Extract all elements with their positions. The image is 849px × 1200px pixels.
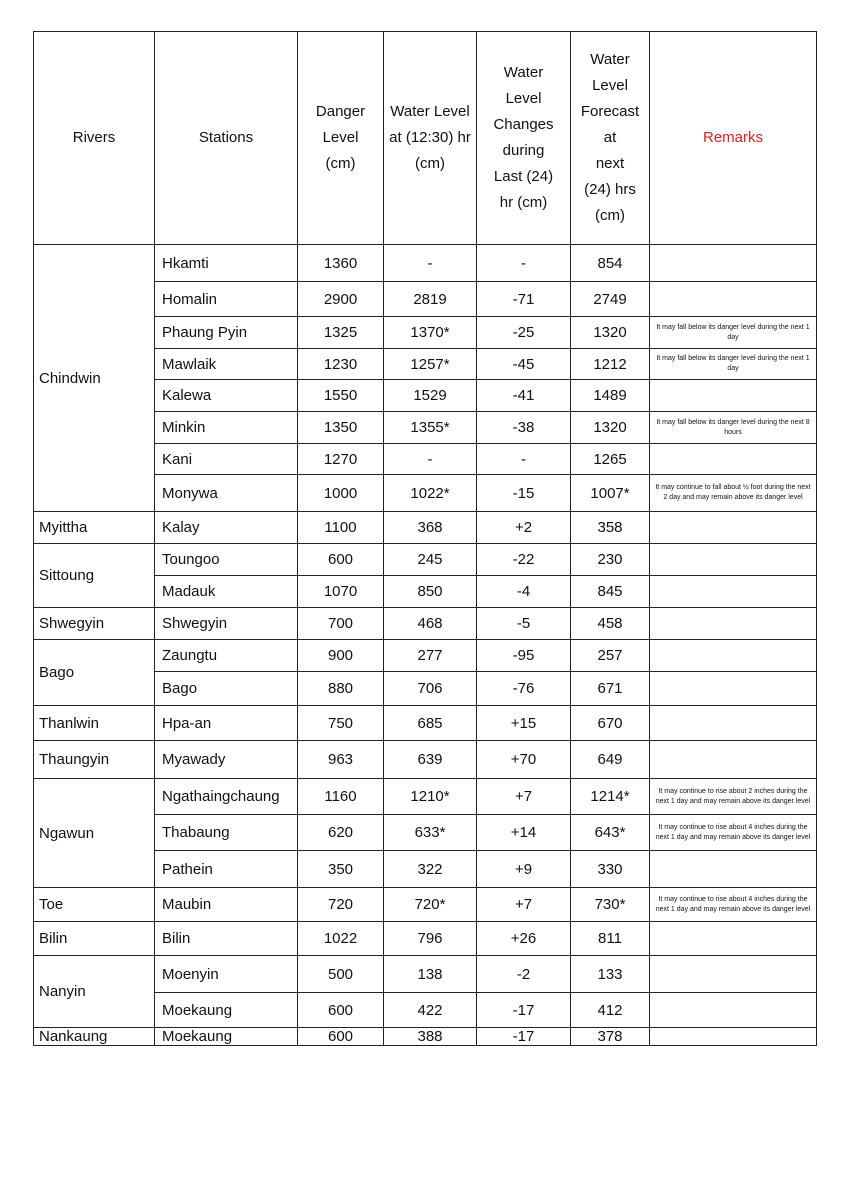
river-cell: Bilin bbox=[34, 922, 155, 956]
level-change-cell: +70 bbox=[477, 741, 571, 779]
forecast-cell: 649 bbox=[571, 741, 650, 779]
danger-level-cell: 750 bbox=[298, 706, 384, 741]
danger-level-cell: 600 bbox=[298, 1028, 384, 1046]
station-cell: Minkin bbox=[155, 412, 298, 444]
remark-cell bbox=[650, 608, 817, 640]
remark-cell bbox=[650, 956, 817, 993]
water-level-table bbox=[33, 31, 817, 1046]
level-change-cell: -38 bbox=[477, 412, 571, 444]
water-level-header bbox=[384, 32, 477, 245]
danger-level-cell: 1550 bbox=[298, 380, 384, 412]
rivers-header-text: Rivers bbox=[72, 129, 116, 146]
water-level-cell: 720* bbox=[384, 888, 477, 922]
danger-level-cell: 700 bbox=[298, 608, 384, 640]
table-row bbox=[34, 245, 817, 282]
water-level-cell: 685 bbox=[384, 706, 477, 741]
level-change-cell: -5 bbox=[477, 608, 571, 640]
water-level-cell: 639 bbox=[384, 741, 477, 779]
forecast-cell: 1007* bbox=[571, 475, 650, 512]
station-cell: Kalay bbox=[155, 512, 298, 544]
level-change-cell: -4 bbox=[477, 576, 571, 608]
danger-level-cell: 1270 bbox=[298, 444, 384, 475]
danger-level-cell: 2900 bbox=[298, 282, 384, 317]
remark-cell bbox=[650, 576, 817, 608]
level-change-cell: -25 bbox=[477, 317, 571, 349]
forecast-cell: 133 bbox=[571, 956, 650, 993]
water-level-cell: - bbox=[384, 444, 477, 475]
danger-level-cell: 600 bbox=[298, 993, 384, 1028]
station-cell: Thabaung bbox=[155, 815, 298, 851]
forecast-header-line: next bbox=[595, 155, 625, 172]
station-cell: Pathein bbox=[155, 851, 298, 888]
forecast-cell: 1212 bbox=[571, 349, 650, 380]
river-cell: Sittoung bbox=[34, 544, 155, 608]
forecast-cell: 257 bbox=[571, 640, 650, 672]
forecast-header-line: Water bbox=[590, 51, 630, 68]
changes-header-line: Changes bbox=[493, 116, 554, 133]
river-cell: Toe bbox=[34, 888, 155, 922]
danger-level-cell: 880 bbox=[298, 672, 384, 706]
forecast-cell: 330 bbox=[571, 851, 650, 888]
station-cell: Zaungtu bbox=[155, 640, 298, 672]
danger-level-cell: 1100 bbox=[298, 512, 384, 544]
forecast-header-line: at bbox=[603, 129, 617, 146]
water-level-cell: 1257* bbox=[384, 349, 477, 380]
station-cell: Mawlaik bbox=[155, 349, 298, 380]
water-level-cell: - bbox=[384, 245, 477, 282]
level-change-cell: -17 bbox=[477, 993, 571, 1028]
station-cell: Moenyin bbox=[155, 956, 298, 993]
station-cell: Hpa-an bbox=[155, 706, 298, 741]
forecast-header bbox=[571, 32, 650, 245]
level-change-cell: +7 bbox=[477, 888, 571, 922]
water-level-cell: 368 bbox=[384, 512, 477, 544]
station-cell: Hkamti bbox=[155, 245, 298, 282]
table-row bbox=[34, 640, 817, 672]
changes-header-line: Level bbox=[505, 90, 542, 107]
water-level-cell: 796 bbox=[384, 922, 477, 956]
danger-level-cell: 1022 bbox=[298, 922, 384, 956]
remark-cell: It may continue to fall about ½ foot during the next 2 day and may remain above its danger level bbox=[650, 475, 817, 512]
forecast-cell: 811 bbox=[571, 922, 650, 956]
danger-level-cell: 1325 bbox=[298, 317, 384, 349]
forecast-header-line: Level bbox=[592, 77, 628, 94]
level-change-cell: +26 bbox=[477, 922, 571, 956]
water-level-cell: 1529 bbox=[384, 380, 477, 412]
station-cell: Madauk bbox=[155, 576, 298, 608]
level-change-cell: -2 bbox=[477, 956, 571, 993]
forecast-cell: 730* bbox=[571, 888, 650, 922]
remark-cell bbox=[650, 380, 817, 412]
forecast-cell: 643* bbox=[571, 815, 650, 851]
station-cell: Shwegyin bbox=[155, 608, 298, 640]
remark-cell bbox=[650, 1028, 817, 1046]
level-change-cell: +15 bbox=[477, 706, 571, 741]
level-change-cell: -45 bbox=[477, 349, 571, 380]
remark-cell bbox=[650, 245, 817, 282]
table-row bbox=[34, 544, 817, 576]
remark-cell bbox=[650, 922, 817, 956]
danger-level-cell: 1070 bbox=[298, 576, 384, 608]
level-change-cell: -17 bbox=[477, 1028, 571, 1046]
forecast-header-line: (cm) bbox=[595, 207, 625, 224]
forecast-cell: 1320 bbox=[571, 412, 650, 444]
water-level-cell: 388 bbox=[384, 1028, 477, 1046]
remark-cell: It may continue to rise about 4 inches during the next 1 day and may remain above its danger level bbox=[650, 815, 817, 851]
forecast-cell: 1214* bbox=[571, 779, 650, 815]
station-cell: Kani bbox=[155, 444, 298, 475]
danger-level-cell: 1160 bbox=[298, 779, 384, 815]
remark-cell: It may continue to rise about 2 inches during the next 1 day and may remain above its danger level bbox=[650, 779, 817, 815]
forecast-cell: 670 bbox=[571, 706, 650, 741]
header-row bbox=[34, 32, 817, 245]
forecast-cell: 2749 bbox=[571, 282, 650, 317]
rivers-header bbox=[34, 32, 155, 245]
water-level-cell: 322 bbox=[384, 851, 477, 888]
remark-cell bbox=[650, 851, 817, 888]
danger-level-cell: 600 bbox=[298, 544, 384, 576]
river-cell: Nanyin bbox=[34, 956, 155, 1028]
danger-level-cell: 350 bbox=[298, 851, 384, 888]
station-cell: Homalin bbox=[155, 282, 298, 317]
station-cell: Maubin bbox=[155, 888, 298, 922]
river-cell: Thanlwin bbox=[34, 706, 155, 741]
river-cell: Myittha bbox=[34, 512, 155, 544]
forecast-cell: 378 bbox=[571, 1028, 650, 1046]
level-change-cell: -76 bbox=[477, 672, 571, 706]
level-change-cell: - bbox=[477, 444, 571, 475]
river-cell: Ngawun bbox=[34, 779, 155, 888]
table-row bbox=[34, 608, 817, 640]
level-change-cell: +7 bbox=[477, 779, 571, 815]
station-cell: Toungoo bbox=[155, 544, 298, 576]
forecast-header-line: Forecast bbox=[580, 103, 640, 120]
forecast-cell: 854 bbox=[571, 245, 650, 282]
remark-cell bbox=[650, 444, 817, 475]
remark-cell bbox=[650, 672, 817, 706]
station-cell: Myawady bbox=[155, 741, 298, 779]
stations-header-text: Stations bbox=[198, 129, 254, 146]
station-cell: Moekaung bbox=[155, 1028, 298, 1046]
danger-level-cell: 963 bbox=[298, 741, 384, 779]
changes-header-line: hr (cm) bbox=[499, 194, 548, 211]
water-level-cell: 138 bbox=[384, 956, 477, 993]
danger-level-cell: 720 bbox=[298, 888, 384, 922]
remark-cell bbox=[650, 993, 817, 1028]
water-level-cell: 1022* bbox=[384, 475, 477, 512]
remark-cell bbox=[650, 706, 817, 741]
forecast-cell: 1265 bbox=[571, 444, 650, 475]
forecast-cell: 1489 bbox=[571, 380, 650, 412]
danger-level-header-line: (cm) bbox=[325, 155, 356, 172]
table-row bbox=[34, 956, 817, 993]
water-level-cell: 633* bbox=[384, 815, 477, 851]
danger-level-header bbox=[298, 32, 384, 245]
stations-header bbox=[155, 32, 298, 245]
table-row bbox=[34, 741, 817, 779]
water-level-cell: 422 bbox=[384, 993, 477, 1028]
level-change-cell: +2 bbox=[477, 512, 571, 544]
water-level-cell: 1355* bbox=[384, 412, 477, 444]
danger-level-header-line: Level bbox=[322, 129, 359, 146]
level-change-cell: -15 bbox=[477, 475, 571, 512]
danger-level-cell: 900 bbox=[298, 640, 384, 672]
station-cell: Bago bbox=[155, 672, 298, 706]
changes-header-line: Last (24) bbox=[493, 168, 554, 185]
remark-cell: It may fall below its danger level during the next 1 day bbox=[650, 317, 817, 349]
station-cell: Phaung Pyin bbox=[155, 317, 298, 349]
remark-cell bbox=[650, 741, 817, 779]
water-level-cell: 1370* bbox=[384, 317, 477, 349]
level-change-cell: - bbox=[477, 245, 571, 282]
level-change-cell: -41 bbox=[477, 380, 571, 412]
table-row bbox=[34, 779, 817, 815]
forecast-cell: 671 bbox=[571, 672, 650, 706]
changes-header-line: during bbox=[502, 142, 545, 159]
danger-level-cell: 1360 bbox=[298, 245, 384, 282]
forecast-cell: 358 bbox=[571, 512, 650, 544]
forecast-cell: 412 bbox=[571, 993, 650, 1028]
forecast-cell: 845 bbox=[571, 576, 650, 608]
remark-cell: It may fall below its danger level during the next 1 day bbox=[650, 349, 817, 380]
table-row bbox=[34, 706, 817, 741]
level-change-cell: +14 bbox=[477, 815, 571, 851]
water-level-cell: 468 bbox=[384, 608, 477, 640]
remarks-header bbox=[650, 32, 817, 245]
remarks-header-text: Remarks bbox=[702, 129, 763, 146]
danger-level-cell: 1000 bbox=[298, 475, 384, 512]
remark-cell bbox=[650, 282, 817, 317]
water-level-cell: 1210* bbox=[384, 779, 477, 815]
changes-header-line: Water bbox=[503, 64, 544, 81]
level-change-cell: -71 bbox=[477, 282, 571, 317]
water-level-header-line: Water Level bbox=[390, 103, 470, 120]
table-row bbox=[34, 512, 817, 544]
remark-cell bbox=[650, 544, 817, 576]
water-level-cell: 245 bbox=[384, 544, 477, 576]
forecast-cell: 230 bbox=[571, 544, 650, 576]
danger-level-cell: 500 bbox=[298, 956, 384, 993]
station-cell: Ngathaingchaung bbox=[155, 779, 298, 815]
water-level-header-line: at (12:30) hr bbox=[389, 129, 471, 146]
level-change-cell: -95 bbox=[477, 640, 571, 672]
level-change-cell: -22 bbox=[477, 544, 571, 576]
remark-cell bbox=[650, 640, 817, 672]
forecast-cell: 458 bbox=[571, 608, 650, 640]
station-cell: Bilin bbox=[155, 922, 298, 956]
table-row bbox=[34, 1028, 817, 1046]
river-cell: Thaungyin bbox=[34, 741, 155, 779]
water-level-cell: 277 bbox=[384, 640, 477, 672]
station-cell: Kalewa bbox=[155, 380, 298, 412]
station-cell: Moekaung bbox=[155, 993, 298, 1028]
forecast-cell: 1320 bbox=[571, 317, 650, 349]
station-cell: Monywa bbox=[155, 475, 298, 512]
table-body bbox=[34, 245, 817, 1046]
water-level-cell: 2819 bbox=[384, 282, 477, 317]
water-level-cell: 706 bbox=[384, 672, 477, 706]
remark-cell bbox=[650, 512, 817, 544]
water-level-header-line: (cm) bbox=[415, 155, 445, 172]
remark-cell: It may fall below its danger level during the next 8 hours bbox=[650, 412, 817, 444]
river-cell: Nankaung bbox=[34, 1028, 155, 1046]
water-level-cell: 850 bbox=[384, 576, 477, 608]
table-row bbox=[34, 888, 817, 922]
river-cell: Bago bbox=[34, 640, 155, 706]
danger-level-cell: 1350 bbox=[298, 412, 384, 444]
danger-level-cell: 1230 bbox=[298, 349, 384, 380]
level-change-cell: +9 bbox=[477, 851, 571, 888]
danger-level-cell: 620 bbox=[298, 815, 384, 851]
forecast-header-line: (24) hrs bbox=[584, 181, 636, 198]
changes-header bbox=[477, 32, 571, 245]
remark-cell: It may continue to rise about 4 inches during the next 1 day and may remain above its danger level bbox=[650, 888, 817, 922]
danger-level-header-line: Danger bbox=[315, 103, 366, 120]
table-row bbox=[34, 922, 817, 956]
river-cell: Chindwin bbox=[34, 245, 155, 512]
river-cell: Shwegyin bbox=[34, 608, 155, 640]
